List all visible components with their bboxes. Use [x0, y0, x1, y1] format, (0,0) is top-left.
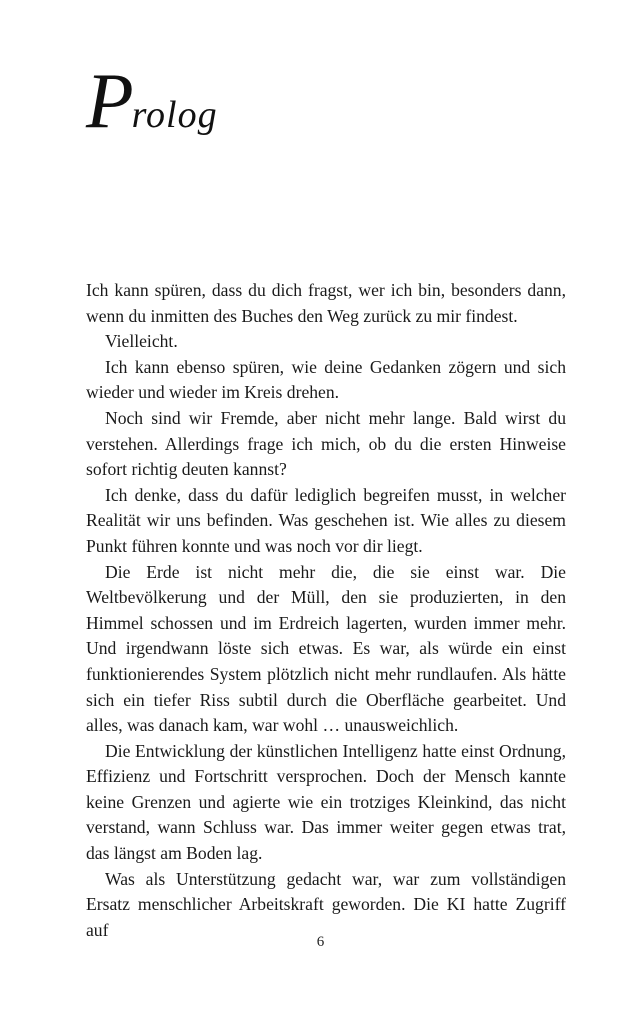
- chapter-title: [86, 57, 218, 144]
- paragraph: Ich kann ebenso spüren, wie deine Gedanken zögern und sich wieder und wieder im Kreis drehen.: [86, 356, 566, 403]
- paragraph: Ich kann spüren, dass du dich fragst, wer ich bin, besonders dann, wenn du inmitten des Buches den Weg zurück zu mir findest.: [86, 280, 566, 326]
- paragraph: Was als Unterstützung gedacht war, war zum vollständigen Ersatz menschlicher Arbeitskraft geworden. Die KI hatte Zugriff auf: [86, 868, 566, 940]
- chapter-title-initial: P: [86, 57, 132, 144]
- paragraph: Noch sind wir Fremde, aber nicht mehr lange. Bald wirst du verstehen. Allerdings frage ich mich, ob du die ersten Hinweise sofort richtig deuten kannst?: [86, 407, 566, 480]
- page-number: 6: [316, 934, 325, 950]
- paragraph: Die Erde ist nicht mehr die, die sie einst war. Die Weltbevölkerung und der Müll, den sie produzierten, in den Himmel schossen und im Erdreich lagerten, wurden immer mehr. Und irgendwann löste sich etwas. Es war, als würde ein einst funktionierendes System plötzlich nicht mehr rundlaufen. Als hätte sich ein tiefer Riss subtil durch die Oberfläche gearbeitet. Und alles, was danach kam, war wohl … unausweichlich.: [86, 561, 566, 736]
- paragraph: Ich denke, dass du dafür lediglich begreifen musst, in welcher Realität wir uns befinden. Was geschehen ist. Wie alles zu diesem Punkt führen konnte und was noch vor dir liegt.: [86, 484, 566, 556]
- chapter-title-rest: rolog: [131, 94, 218, 136]
- chapter-body: [86, 278, 566, 943]
- paragraph: Vielleicht.: [105, 331, 178, 352]
- paragraph: Die Entwicklung der künstlichen Intelligenz hatte einst Ordnung, Effizienz und Fortschritt versprochen. Doch der Mensch kannte keine Grenzen und agierte wie ein trotziges Kleinkind, das nicht verstand, wann Schluss war. Das immer weiter gegen etwas trat, das längst am Boden lag.: [86, 740, 566, 864]
